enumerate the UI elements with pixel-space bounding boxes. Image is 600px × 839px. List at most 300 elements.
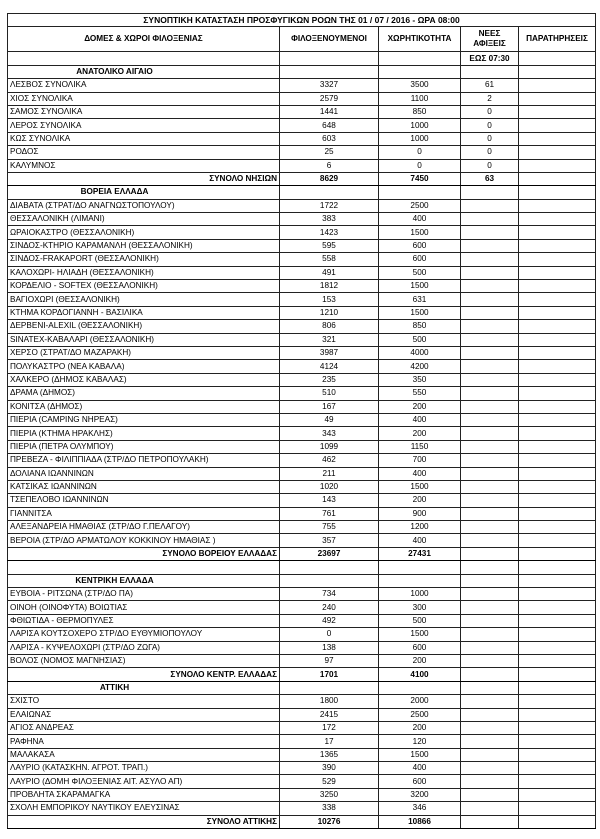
hosted-count: 6	[280, 159, 379, 172]
remarks-cell	[519, 119, 596, 132]
table-row	[8, 239, 596, 252]
remarks-cell	[519, 172, 596, 185]
table-row	[8, 521, 596, 534]
hosted-count: 755	[280, 521, 379, 534]
new-arrivals-count	[461, 293, 519, 306]
remarks-cell	[519, 762, 596, 775]
table-row	[8, 159, 596, 172]
facility-name: ΒΟΛΟΣ (ΝΟΜΟΣ ΜΑΓΝΗΣΙΑΣ)	[8, 654, 280, 667]
capacity-count: 4100	[379, 668, 461, 681]
remarks-cell	[519, 614, 596, 627]
remarks-cell	[519, 480, 596, 493]
facility-name: ΩΡΑΙΟΚΑΣΤΡΟ (ΘΕΣΣΑΛΟΝΙΚΗ)	[8, 226, 280, 239]
new-arrivals-count	[461, 788, 519, 801]
hosted-count: 1722	[280, 199, 379, 212]
empty-cell	[519, 681, 596, 694]
capacity-count: 400	[379, 534, 461, 547]
new-arrivals-count: 61	[461, 79, 519, 92]
remarks-cell	[519, 92, 596, 105]
empty-cell	[379, 561, 461, 574]
new-arrivals-count	[461, 199, 519, 212]
facility-name: ΠΙΕΡΙΑ (ΠΕΤΡΑ ΟΛΥΜΠΟΥ)	[8, 440, 280, 453]
hosted-count: 603	[280, 132, 379, 145]
facility-name: ΡΑΦΗΝΑ	[8, 735, 280, 748]
new-arrivals-count	[461, 226, 519, 239]
facility-name: ΛΕΣΒΟΣ ΣΥΝΟΛΙΚΑ	[8, 79, 280, 92]
section-title: ΚΕΝΤΡΙΚΗ ΕΛΛΑΔΑ	[8, 574, 280, 587]
facility-name: ΣΙΝΔΟΣ-FRAKAPORT (ΘΕΣΣΑΛΟΝΙΚΗ)	[8, 253, 280, 266]
table-row	[8, 320, 596, 333]
capacity-count: 400	[379, 762, 461, 775]
new-arrivals-count	[461, 494, 519, 507]
table-row	[8, 440, 596, 453]
remarks-cell	[519, 293, 596, 306]
remarks-cell	[519, 748, 596, 761]
table-row	[8, 628, 596, 641]
empty-cell	[379, 186, 461, 199]
empty-cell	[280, 681, 379, 694]
hosted-count: 2579	[280, 92, 379, 105]
table-row	[8, 280, 596, 293]
hosted-count: 97	[280, 654, 379, 667]
table-row	[8, 373, 596, 386]
section-total-row	[8, 547, 596, 560]
capacity-count: 3200	[379, 788, 461, 801]
facility-name: ΚΑΛΥΜΝΟΣ	[8, 159, 280, 172]
capacity-count: 850	[379, 105, 461, 118]
table-row	[8, 601, 596, 614]
new-arrivals-count	[461, 360, 519, 373]
capacity-count: 600	[379, 641, 461, 654]
remarks-cell	[519, 507, 596, 520]
facility-name: ΠΡΕΒΕΖΑ - ΦΙΛΙΠΠΙΑΔΑ (ΣΤΡ/ΔΟ ΠΕΤΡΟΠΟΥΛΑΚΗ)	[8, 454, 280, 467]
capacity-count: 200	[379, 654, 461, 667]
total-label: ΣΥΝΟΛΟ ΝΗΣΙΩΝ	[8, 172, 280, 185]
table-row	[8, 534, 596, 547]
facility-name: ΡΟΔΟΣ	[8, 146, 280, 159]
capacity-count: 400	[379, 213, 461, 226]
new-arrivals-count	[461, 695, 519, 708]
remarks-cell	[519, 721, 596, 734]
new-arrivals-count	[461, 735, 519, 748]
new-arrivals-count: 0	[461, 132, 519, 145]
facility-name: ΚΑΤΣΙΚΑΣ ΙΩΑΝΝΙΝΩΝ	[8, 480, 280, 493]
new-arrivals-count	[461, 815, 519, 828]
remarks-cell	[519, 253, 596, 266]
remarks-cell	[519, 199, 596, 212]
new-arrivals-count	[461, 588, 519, 601]
new-arrivals-count	[461, 266, 519, 279]
facility-name: ΤΣΕΠΕΛΟΒΟ ΙΩΑΝΝΙΝΩΝ	[8, 494, 280, 507]
remarks-cell	[519, 306, 596, 319]
hosted-count: 462	[280, 454, 379, 467]
total-label: ΣΥΝΟΛΟ ΑΤΤΙΚΗΣ	[8, 815, 280, 828]
remarks-cell	[519, 802, 596, 815]
empty-cell	[379, 681, 461, 694]
new-arrivals-count: 2	[461, 92, 519, 105]
remarks-cell	[519, 213, 596, 226]
facility-name: ΜΑΛΑΚΑΣΑ	[8, 748, 280, 761]
remarks-cell	[519, 132, 596, 145]
table-row	[8, 105, 596, 118]
hosted-count: 357	[280, 534, 379, 547]
table-row	[8, 695, 596, 708]
new-arrivals-count	[461, 280, 519, 293]
table-row	[8, 588, 596, 601]
hosted-count: 138	[280, 641, 379, 654]
new-arrivals-count	[461, 213, 519, 226]
table-row	[8, 708, 596, 721]
remarks-cell	[519, 266, 596, 279]
capacity-count: 550	[379, 387, 461, 400]
hosted-count: 321	[280, 333, 379, 346]
facility-name: ΔΟΛΙΑΝΑ ΙΩΑΝΝΙΝΩΝ	[8, 467, 280, 480]
hosted-count: 0	[280, 628, 379, 641]
section-header-row	[8, 574, 596, 587]
section-header-row	[8, 681, 596, 694]
capacity-count: 1100	[379, 92, 461, 105]
facility-name: ΔΙΑΒΑΤΑ (ΣΤΡΑΤ/ΔΟ ΑΝΑΓΝΩΣΤΟΠΟΥΛΟΥ)	[8, 199, 280, 212]
header-arrivals	[461, 27, 519, 52]
hosted-count: 153	[280, 293, 379, 306]
facility-name: ΕΛΑΙΩΝΑΣ	[8, 708, 280, 721]
section-title: ΑΝΑΤΟΛΙΚΟ ΑΙΓΑΙΟ	[8, 65, 280, 78]
capacity-count: 600	[379, 253, 461, 266]
table-row	[8, 802, 596, 815]
remarks-cell	[519, 534, 596, 547]
capacity-count: 1200	[379, 521, 461, 534]
capacity-count: 200	[379, 427, 461, 440]
facility-name: ΒΑΓΙΟΧΩΡΙ (ΘΕΣΣΑΛΟΝΙΚΗ)	[8, 293, 280, 306]
capacity-count: 1500	[379, 280, 461, 293]
capacity-count: 600	[379, 775, 461, 788]
hosted-count: 338	[280, 802, 379, 815]
new-arrivals-count	[461, 762, 519, 775]
remarks-cell	[519, 641, 596, 654]
new-arrivals-count	[461, 668, 519, 681]
header-arrivals-line1: ΝΕΕΣ	[478, 29, 501, 39]
remarks-cell	[519, 346, 596, 359]
remarks-cell	[519, 159, 596, 172]
document-title: ΣΥΝΟΠΤΙΚΗ ΚΑΤΑΣΤΑΣΗ ΠΡΟΣΦΥΓΙΚΩΝ ΡΟΩΝ ΤΗΣ 01 / 07 / 2016 - ΩΡΑ 08:00	[8, 14, 596, 27]
facility-name: ΛΑΥΡΙΟ (ΔΟΜΗ ΦΙΛΟΞΕΝΙΑΣ ΑΙΤ. ΑΣΥΛΟ ΑΠ)	[8, 775, 280, 788]
table-row	[8, 79, 596, 92]
hosted-count: 3987	[280, 346, 379, 359]
new-arrivals-count	[461, 427, 519, 440]
hosted-count: 383	[280, 213, 379, 226]
facility-name: ΔΡΑΜΑ (ΔΗΜΟΣ)	[8, 387, 280, 400]
table-row	[8, 333, 596, 346]
remarks-cell	[519, 440, 596, 453]
facility-name: SINATEX-ΚΑΒΑΛΑΡΙ (ΘΕΣΣΑΛΟΝΙΚΗ)	[8, 333, 280, 346]
remarks-cell	[519, 788, 596, 801]
table-row	[8, 494, 596, 507]
capacity-count: 500	[379, 614, 461, 627]
capacity-count: 850	[379, 320, 461, 333]
new-arrivals-count	[461, 253, 519, 266]
table-row	[8, 641, 596, 654]
capacity-count: 3500	[379, 79, 461, 92]
table-row	[8, 306, 596, 319]
capacity-count: 200	[379, 721, 461, 734]
empty-cell	[461, 65, 519, 78]
remarks-cell	[519, 775, 596, 788]
capacity-count: 27431	[379, 547, 461, 560]
total-label: ΣΥΝΟΛΟ ΚΕΝΤΡ. ΕΛΛΑΔΑΣ	[8, 668, 280, 681]
new-arrivals-count	[461, 721, 519, 734]
table-row	[8, 748, 596, 761]
total-label: ΣΥΝΟΛΟ ΒΟΡΕΙΟΥ ΕΛΛΑΔΑΣ	[8, 547, 280, 560]
hosted-count: 167	[280, 400, 379, 413]
capacity-count: 4000	[379, 346, 461, 359]
facility-name: ΚΟΝΙΤΣΑ (ΔΗΜΟΣ)	[8, 400, 280, 413]
empty-cell	[8, 52, 280, 65]
table-row	[8, 92, 596, 105]
facility-name: ΠΙΕΡΙΑ (CAMPING ΝΗΡΕΑΣ)	[8, 413, 280, 426]
remarks-cell	[519, 695, 596, 708]
new-arrivals-count	[461, 521, 519, 534]
new-arrivals-count	[461, 775, 519, 788]
blank-row	[8, 561, 596, 574]
header-capacity: ΧΩΡΗΤΙΚΟΤΗΤΑ	[379, 27, 461, 52]
table-row	[8, 360, 596, 373]
facility-name: ΛΑΡΙΣΑ ΚΟΥΤΣΟΧΕΡΟ ΣΤΡ/ΔΟ ΕΥΘΥΜΙΟΠΟΥΛΟΥ	[8, 628, 280, 641]
remarks-cell	[519, 413, 596, 426]
empty-cell	[280, 52, 379, 65]
remarks-cell	[519, 668, 596, 681]
capacity-count: 1000	[379, 588, 461, 601]
empty-cell	[280, 65, 379, 78]
new-arrivals-count	[461, 467, 519, 480]
title-row	[8, 14, 596, 27]
table-row	[8, 293, 596, 306]
facility-name: ΔΕΡΒΕΝΙ-ALEXIL (ΘΕΣΣΑΛΟΝΙΚΗ)	[8, 320, 280, 333]
facility-name: ΠΟΛΥΚΑΣΤΡΟ (ΝΕΑ ΚΑΒΑΛΑ)	[8, 360, 280, 373]
capacity-count: 346	[379, 802, 461, 815]
section-header-row	[8, 65, 596, 78]
hosted-count: 17	[280, 735, 379, 748]
section-total-row	[8, 815, 596, 828]
table-row	[8, 199, 596, 212]
hosted-count: 390	[280, 762, 379, 775]
remarks-cell	[519, 735, 596, 748]
remarks-cell	[519, 521, 596, 534]
new-arrivals-count	[461, 440, 519, 453]
new-arrivals-count	[461, 748, 519, 761]
facility-name: ΣΙΝΔΟΣ-ΚΤΗΡΙΟ ΚΑΡΑΜΑΝΛΗ (ΘΕΣΣΑΛΟΝΙΚΗ)	[8, 239, 280, 252]
header-arrivals-until: ΕΩΣ 07:30	[461, 52, 519, 65]
empty-cell	[461, 574, 519, 587]
facility-name: ΓΙΑΝΝΙΤΣΑ	[8, 507, 280, 520]
facility-name: ΟΙΝΟΗ (ΟΙΝΟΦΥΤΑ) ΒΟΙΩΤΙΑΣ	[8, 601, 280, 614]
hosted-count: 648	[280, 119, 379, 132]
empty-cell	[461, 186, 519, 199]
remarks-cell	[519, 547, 596, 560]
new-arrivals-count	[461, 480, 519, 493]
section-header-row	[8, 186, 596, 199]
capacity-count: 2000	[379, 695, 461, 708]
empty-cell	[519, 52, 596, 65]
empty-cell	[519, 574, 596, 587]
empty-cell	[8, 561, 280, 574]
hosted-count: 529	[280, 775, 379, 788]
facility-name: ΑΛΕΞΑΝΔΡΕΙΑ ΗΜΑΘΙΑΣ (ΣΤΡ/ΔΟ Γ.ΠΕΛΑΓΟΥ)	[8, 521, 280, 534]
header-row	[8, 27, 596, 52]
capacity-count: 200	[379, 494, 461, 507]
remarks-cell	[519, 708, 596, 721]
new-arrivals-count	[461, 413, 519, 426]
empty-cell	[280, 561, 379, 574]
subheader-row	[8, 52, 596, 65]
remarks-cell	[519, 588, 596, 601]
table-row	[8, 253, 596, 266]
facility-name: ΕΥΒΟΙΑ - ΡΙΤΣΩΝΑ (ΣΤΡ/ΔΟ ΠΑ)	[8, 588, 280, 601]
facility-name: ΧΑΛΚΕΡΟ (ΔΗΜΟΣ ΚΑΒΑΛΑΣ)	[8, 373, 280, 386]
section-title: ΑΤΤΙΚΗ	[8, 681, 280, 694]
remarks-cell	[519, 427, 596, 440]
new-arrivals-count	[461, 628, 519, 641]
new-arrivals-count	[461, 614, 519, 627]
hosted-count: 734	[280, 588, 379, 601]
new-arrivals-count	[461, 373, 519, 386]
table-row	[8, 132, 596, 145]
capacity-count: 1500	[379, 748, 461, 761]
facility-name: ΚΩΣ ΣΥΝΟΛΙΚΑ	[8, 132, 280, 145]
table-row	[8, 387, 596, 400]
capacity-count: 10866	[379, 815, 461, 828]
table-row	[8, 614, 596, 627]
capacity-count: 1500	[379, 628, 461, 641]
hosted-count: 211	[280, 467, 379, 480]
capacity-count: 400	[379, 467, 461, 480]
remarks-cell	[519, 815, 596, 828]
new-arrivals-count: 0	[461, 105, 519, 118]
capacity-count: 4200	[379, 360, 461, 373]
hosted-count: 1365	[280, 748, 379, 761]
table-row	[8, 213, 596, 226]
new-arrivals-count	[461, 387, 519, 400]
remarks-cell	[519, 280, 596, 293]
hosted-count: 1800	[280, 695, 379, 708]
section-total-row	[8, 172, 596, 185]
header-remarks: ΠΑΡΑΤΗΡΗΣΕΙΣ	[519, 27, 596, 52]
refugee-flows-table	[7, 13, 596, 829]
hosted-count: 1423	[280, 226, 379, 239]
hosted-count: 1812	[280, 280, 379, 293]
new-arrivals-count	[461, 534, 519, 547]
new-arrivals-count: 0	[461, 159, 519, 172]
capacity-count: 350	[379, 373, 461, 386]
facility-name: ΒΕΡΟΙΑ (ΣΤΡ/ΔΟ ΑΡΜΑΤΩΛΟΥ ΚΟΚΚΙΝΟΥ ΗΜΑΘΙΑΣ )	[8, 534, 280, 547]
empty-cell	[280, 186, 379, 199]
hosted-count: 8629	[280, 172, 379, 185]
table-row	[8, 721, 596, 734]
facility-name: ΛΕΡΟΣ ΣΥΝΟΛΙΚΑ	[8, 119, 280, 132]
facility-name: ΑΓΙΟΣ ΑΝΔΡΕΑΣ	[8, 721, 280, 734]
facility-name: ΦΘΙΩΤΙΔΑ - ΘΕΡΜΟΠΥΛΕΣ	[8, 614, 280, 627]
capacity-count: 1500	[379, 306, 461, 319]
table-row	[8, 480, 596, 493]
capacity-count: 2500	[379, 708, 461, 721]
table-row	[8, 427, 596, 440]
capacity-count: 1000	[379, 132, 461, 145]
remarks-cell	[519, 601, 596, 614]
hosted-count: 10276	[280, 815, 379, 828]
capacity-count: 700	[379, 454, 461, 467]
capacity-count: 200	[379, 400, 461, 413]
hosted-count: 343	[280, 427, 379, 440]
header-facility: ΔΟΜΕΣ & ΧΩΡΟΙ ΦΙΛΟΞΕΝΙΑΣ	[8, 27, 280, 52]
facility-name: ΚΤΗΜΑ ΚΟΡΔΟΓΙΑΝΝΗ - ΒΑΣΙΛΙΚΑ	[8, 306, 280, 319]
capacity-count: 500	[379, 333, 461, 346]
hosted-count: 49	[280, 413, 379, 426]
hosted-count: 1441	[280, 105, 379, 118]
capacity-count: 900	[379, 507, 461, 520]
hosted-count: 491	[280, 266, 379, 279]
remarks-cell	[519, 654, 596, 667]
capacity-count: 2500	[379, 199, 461, 212]
new-arrivals-count	[461, 802, 519, 815]
new-arrivals-count	[461, 239, 519, 252]
facility-name: ΧΕΡΣΟ (ΣΤΡΑΤ/ΔΟ ΜΑΖΑΡΑΚΗ)	[8, 346, 280, 359]
header-arrivals-line2: ΑΦΙΞΕΙΣ	[473, 39, 506, 49]
facility-name: ΣΧΙΣΤΟ	[8, 695, 280, 708]
hosted-count: 172	[280, 721, 379, 734]
new-arrivals-count: 63	[461, 172, 519, 185]
capacity-count: 1150	[379, 440, 461, 453]
remarks-cell	[519, 105, 596, 118]
capacity-count: 400	[379, 413, 461, 426]
table-row	[8, 775, 596, 788]
remarks-cell	[519, 146, 596, 159]
table-row	[8, 762, 596, 775]
new-arrivals-count	[461, 346, 519, 359]
capacity-count: 120	[379, 735, 461, 748]
hosted-count: 1701	[280, 668, 379, 681]
capacity-count: 300	[379, 601, 461, 614]
table-row	[8, 266, 596, 279]
new-arrivals-count	[461, 601, 519, 614]
facility-name: ΠΙΕΡΙΑ (ΚΤΗΜΑ ΗΡΑΚΛΗΣ)	[8, 427, 280, 440]
capacity-count: 600	[379, 239, 461, 252]
capacity-count: 1500	[379, 226, 461, 239]
remarks-cell	[519, 387, 596, 400]
new-arrivals-count	[461, 306, 519, 319]
table-row	[8, 146, 596, 159]
hosted-count: 25	[280, 146, 379, 159]
remarks-cell	[519, 454, 596, 467]
capacity-count: 0	[379, 159, 461, 172]
hosted-count: 806	[280, 320, 379, 333]
remarks-cell	[519, 373, 596, 386]
new-arrivals-count: 0	[461, 146, 519, 159]
section-title: ΒΟΡΕΙΑ ΕΛΛΑΔΑ	[8, 186, 280, 199]
remarks-cell	[519, 494, 596, 507]
remarks-cell	[519, 467, 596, 480]
hosted-count: 3327	[280, 79, 379, 92]
new-arrivals-count	[461, 547, 519, 560]
hosted-count: 3250	[280, 788, 379, 801]
empty-cell	[379, 574, 461, 587]
hosted-count: 235	[280, 373, 379, 386]
table-row	[8, 507, 596, 520]
table-row	[8, 788, 596, 801]
empty-cell	[519, 186, 596, 199]
remarks-cell	[519, 239, 596, 252]
hosted-count: 2415	[280, 708, 379, 721]
remarks-cell	[519, 360, 596, 373]
facility-name: ΘΕΣΣΑΛΟΝΙΚΗ (ΛΙΜΑΝΙ)	[8, 213, 280, 226]
